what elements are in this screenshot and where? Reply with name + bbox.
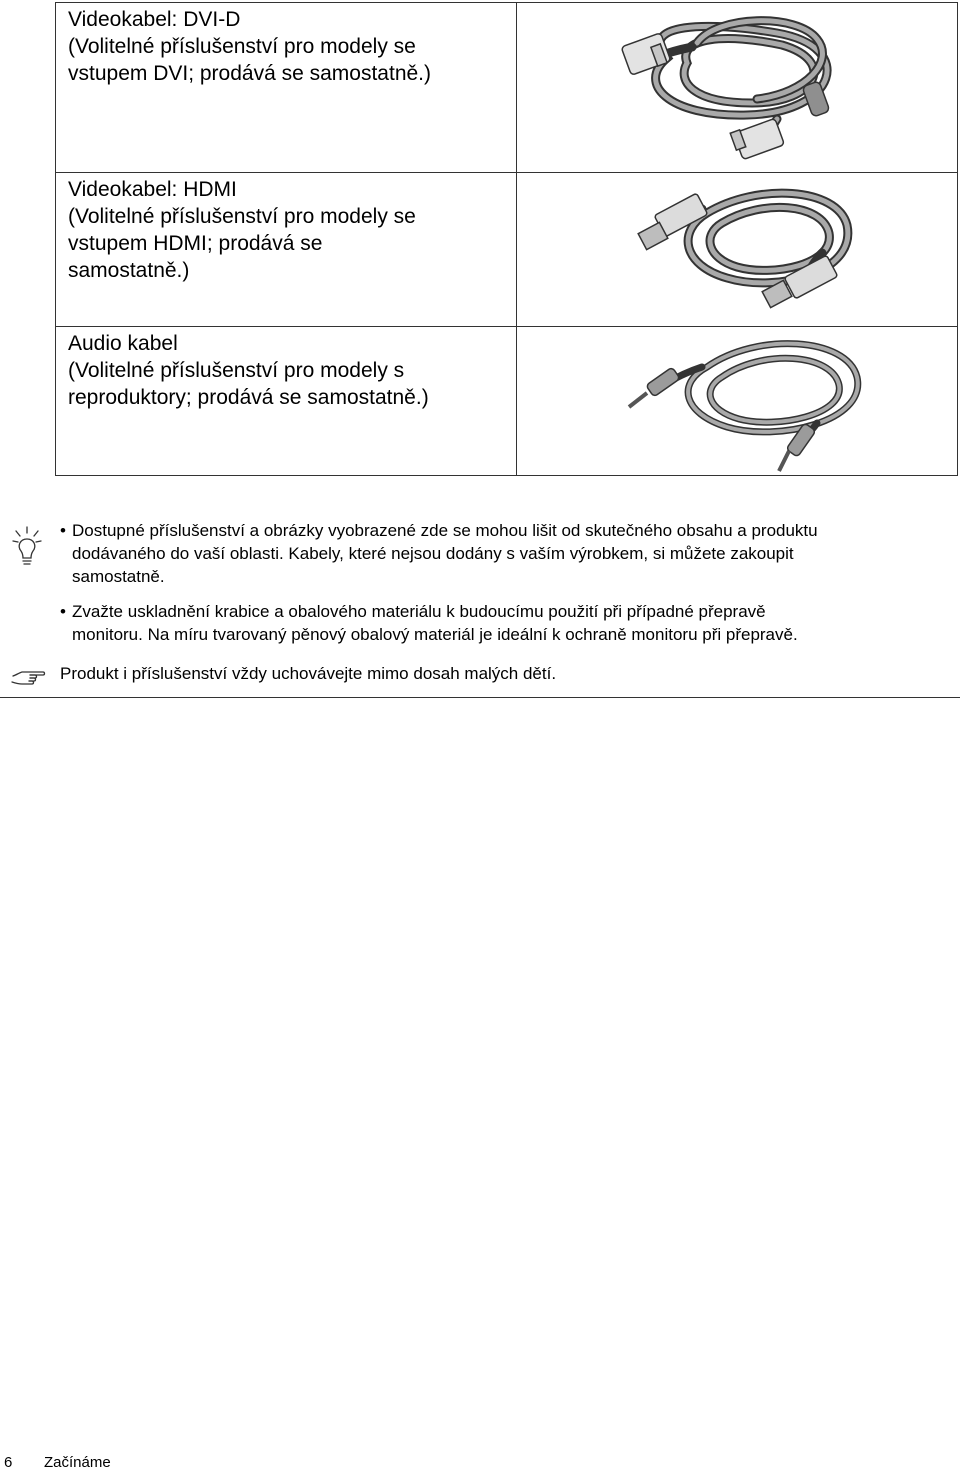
tip-bullet bbox=[60, 600, 950, 646]
tip-text-line: dodávaného do vaší oblasti. Kabely, které nejsou dodány s vaším výrobkem, si můžete zakoupit bbox=[72, 544, 794, 563]
section-divider bbox=[0, 697, 960, 698]
accessory-text-line: vstupem DVI; prodává se samostatně.) bbox=[68, 62, 431, 85]
page-number: 6 bbox=[4, 1454, 13, 1471]
tip-text-line: Dostupné příslušenství a obrázky vyobrazené zde se mohou lišit od skutečného obsahu a produktu bbox=[72, 521, 818, 540]
accessory-description bbox=[56, 173, 517, 327]
accessory-image-cell bbox=[517, 327, 958, 476]
accessory-text-line: Audio kabel bbox=[68, 332, 178, 355]
accessories-table bbox=[55, 2, 958, 476]
accessory-row-hdmi bbox=[56, 173, 958, 327]
tips-list bbox=[60, 519, 950, 658]
accessory-image-cell bbox=[517, 173, 958, 327]
accessory-text-line: Videokabel: HDMI bbox=[68, 178, 237, 201]
accessory-row-audio bbox=[56, 327, 958, 476]
bullet-marker: • bbox=[60, 521, 66, 540]
chapter-title: Začínáme bbox=[44, 1454, 111, 1471]
bullet-marker: • bbox=[60, 602, 66, 621]
accessory-text-line: (Volitelné příslušenství pro modely se bbox=[68, 205, 416, 228]
audio-cable-illustration bbox=[517, 327, 960, 476]
accessory-text-line: (Volitelné příslušenství pro modely s bbox=[68, 359, 405, 382]
accessory-text-line: reproduktory; prodává se samostatně.) bbox=[68, 386, 429, 409]
accessory-text-line: Videokabel: DVI-D bbox=[68, 8, 241, 31]
dvi-cable-illustration bbox=[517, 3, 960, 173]
safety-note: Produkt i příslušenství vždy uchovávejte mimo dosah malých dětí. bbox=[60, 664, 557, 683]
lightbulb-icon bbox=[12, 525, 42, 573]
tip-bullet bbox=[60, 519, 950, 588]
tip-text-line: Zvažte uskladnění krabice a obalového materiálu k budoucímu použití při případné přepravě bbox=[72, 602, 766, 621]
accessory-description bbox=[56, 3, 517, 173]
accessory-text-line: samostatně.) bbox=[68, 259, 190, 282]
accessory-row-dvi bbox=[56, 3, 958, 173]
tip-text-line: monitoru. Na míru tvarovaný pěnový obalový materiál je ideální k ochraně monitoru při přepravě. bbox=[72, 625, 798, 644]
hdmi-cable-illustration bbox=[517, 173, 960, 327]
accessory-image-cell bbox=[517, 3, 958, 173]
tip-text-line: samostatně. bbox=[72, 567, 165, 586]
accessory-description bbox=[56, 327, 517, 476]
accessory-text-line: (Volitelné příslušenství pro modely se bbox=[68, 35, 416, 58]
pointing-hand-icon bbox=[10, 667, 48, 687]
accessory-text-line: vstupem HDMI; prodává se bbox=[68, 232, 323, 255]
